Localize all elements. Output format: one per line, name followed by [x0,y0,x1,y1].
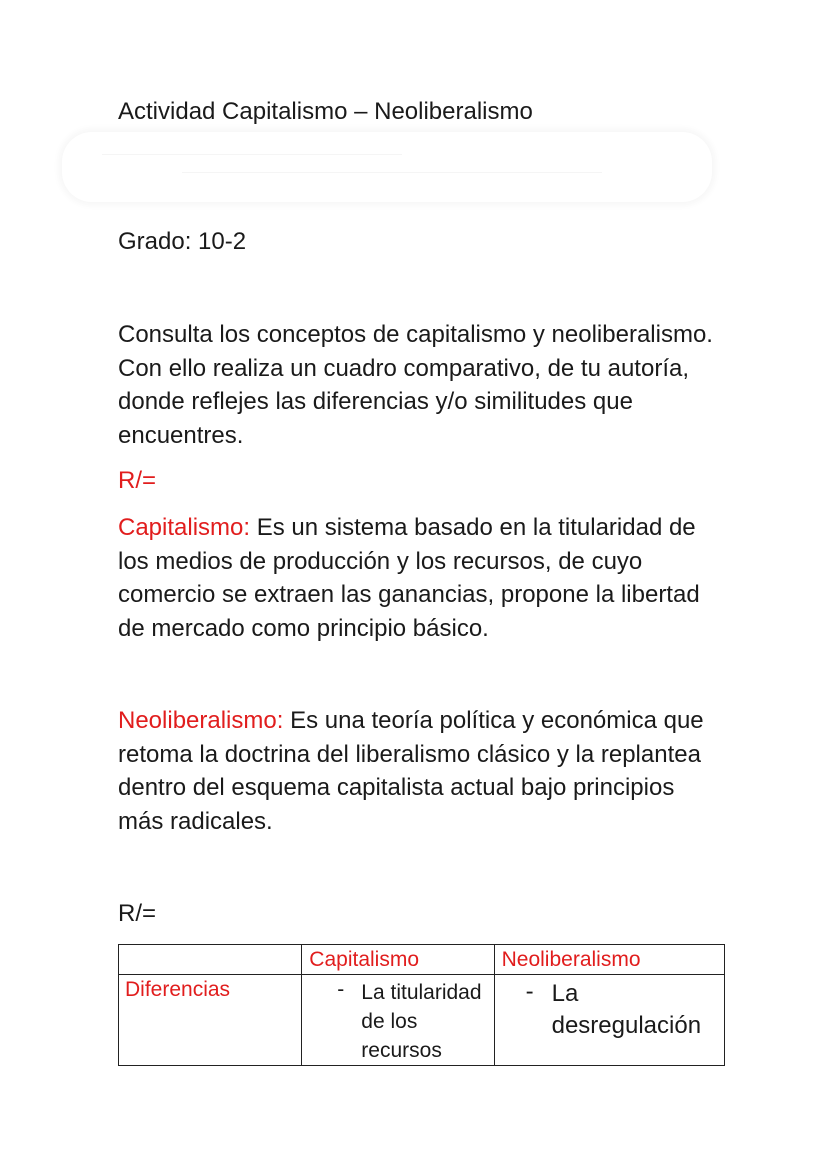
table-header-row [119,945,725,975]
bullet-dash: - [525,978,534,1005]
row-label-cell [119,975,302,1066]
capitalism-definition [118,511,718,645]
assignment-prompt: Consulta los conceptos de capitalismo y neoliberalismo. Con ello realiza un cuadro comparativo, de tu autoría, donde reflejes las diferencias y/o similitudes que encuentres. [118,321,713,449]
table-row [119,975,725,1066]
neoliberalism-difference-text: La desregulación [551,980,702,1039]
neoliberalism-cell [494,975,724,1066]
header-capitalism-label: Capitalismo [309,948,420,971]
table-header-capitalism [302,945,494,975]
neoliberalism-term: Neoliberalismo: [118,707,284,734]
comparison-table [118,944,725,1066]
bullet-dash: - [337,978,345,1001]
capitalism-term: Capitalismo: [118,514,251,541]
answer-marker-table: R/= [118,900,157,927]
capitalism-difference-text: La titularidad de los recursos [361,981,482,1062]
neoliberalism-definition [118,704,723,838]
capitalism-cell [302,975,494,1066]
grade-label: Grado: 10-2 [118,228,247,255]
capitalism-definition-text: Es un sistema basado en la titularidad de los medios de producción y los recursos, de cuyo comercio se extraen las ganancias, propone la libertad de mercado como principio básico. [118,514,700,642]
table-header-empty [119,945,302,975]
row-label: Diferencias [125,978,231,1001]
answer-marker: R/= [118,467,157,494]
header-neoliberalism-label: Neoliberalismo [501,948,641,971]
table-header-neoliberalism [494,945,724,975]
list-item [302,975,493,1065]
document-title: Actividad Capitalismo – Neoliberalismo [118,98,533,125]
redaction-stroke [102,154,402,155]
redaction-stroke [182,172,602,173]
neoliberalism-definition-text: Es una teoría política y económica que retoma la doctrina del liberalismo clásico y la replantea dentro del esquema capitalista actual bajo principios más radicales. [118,707,704,835]
redacted-name-area [62,132,712,202]
list-item [495,975,724,1042]
